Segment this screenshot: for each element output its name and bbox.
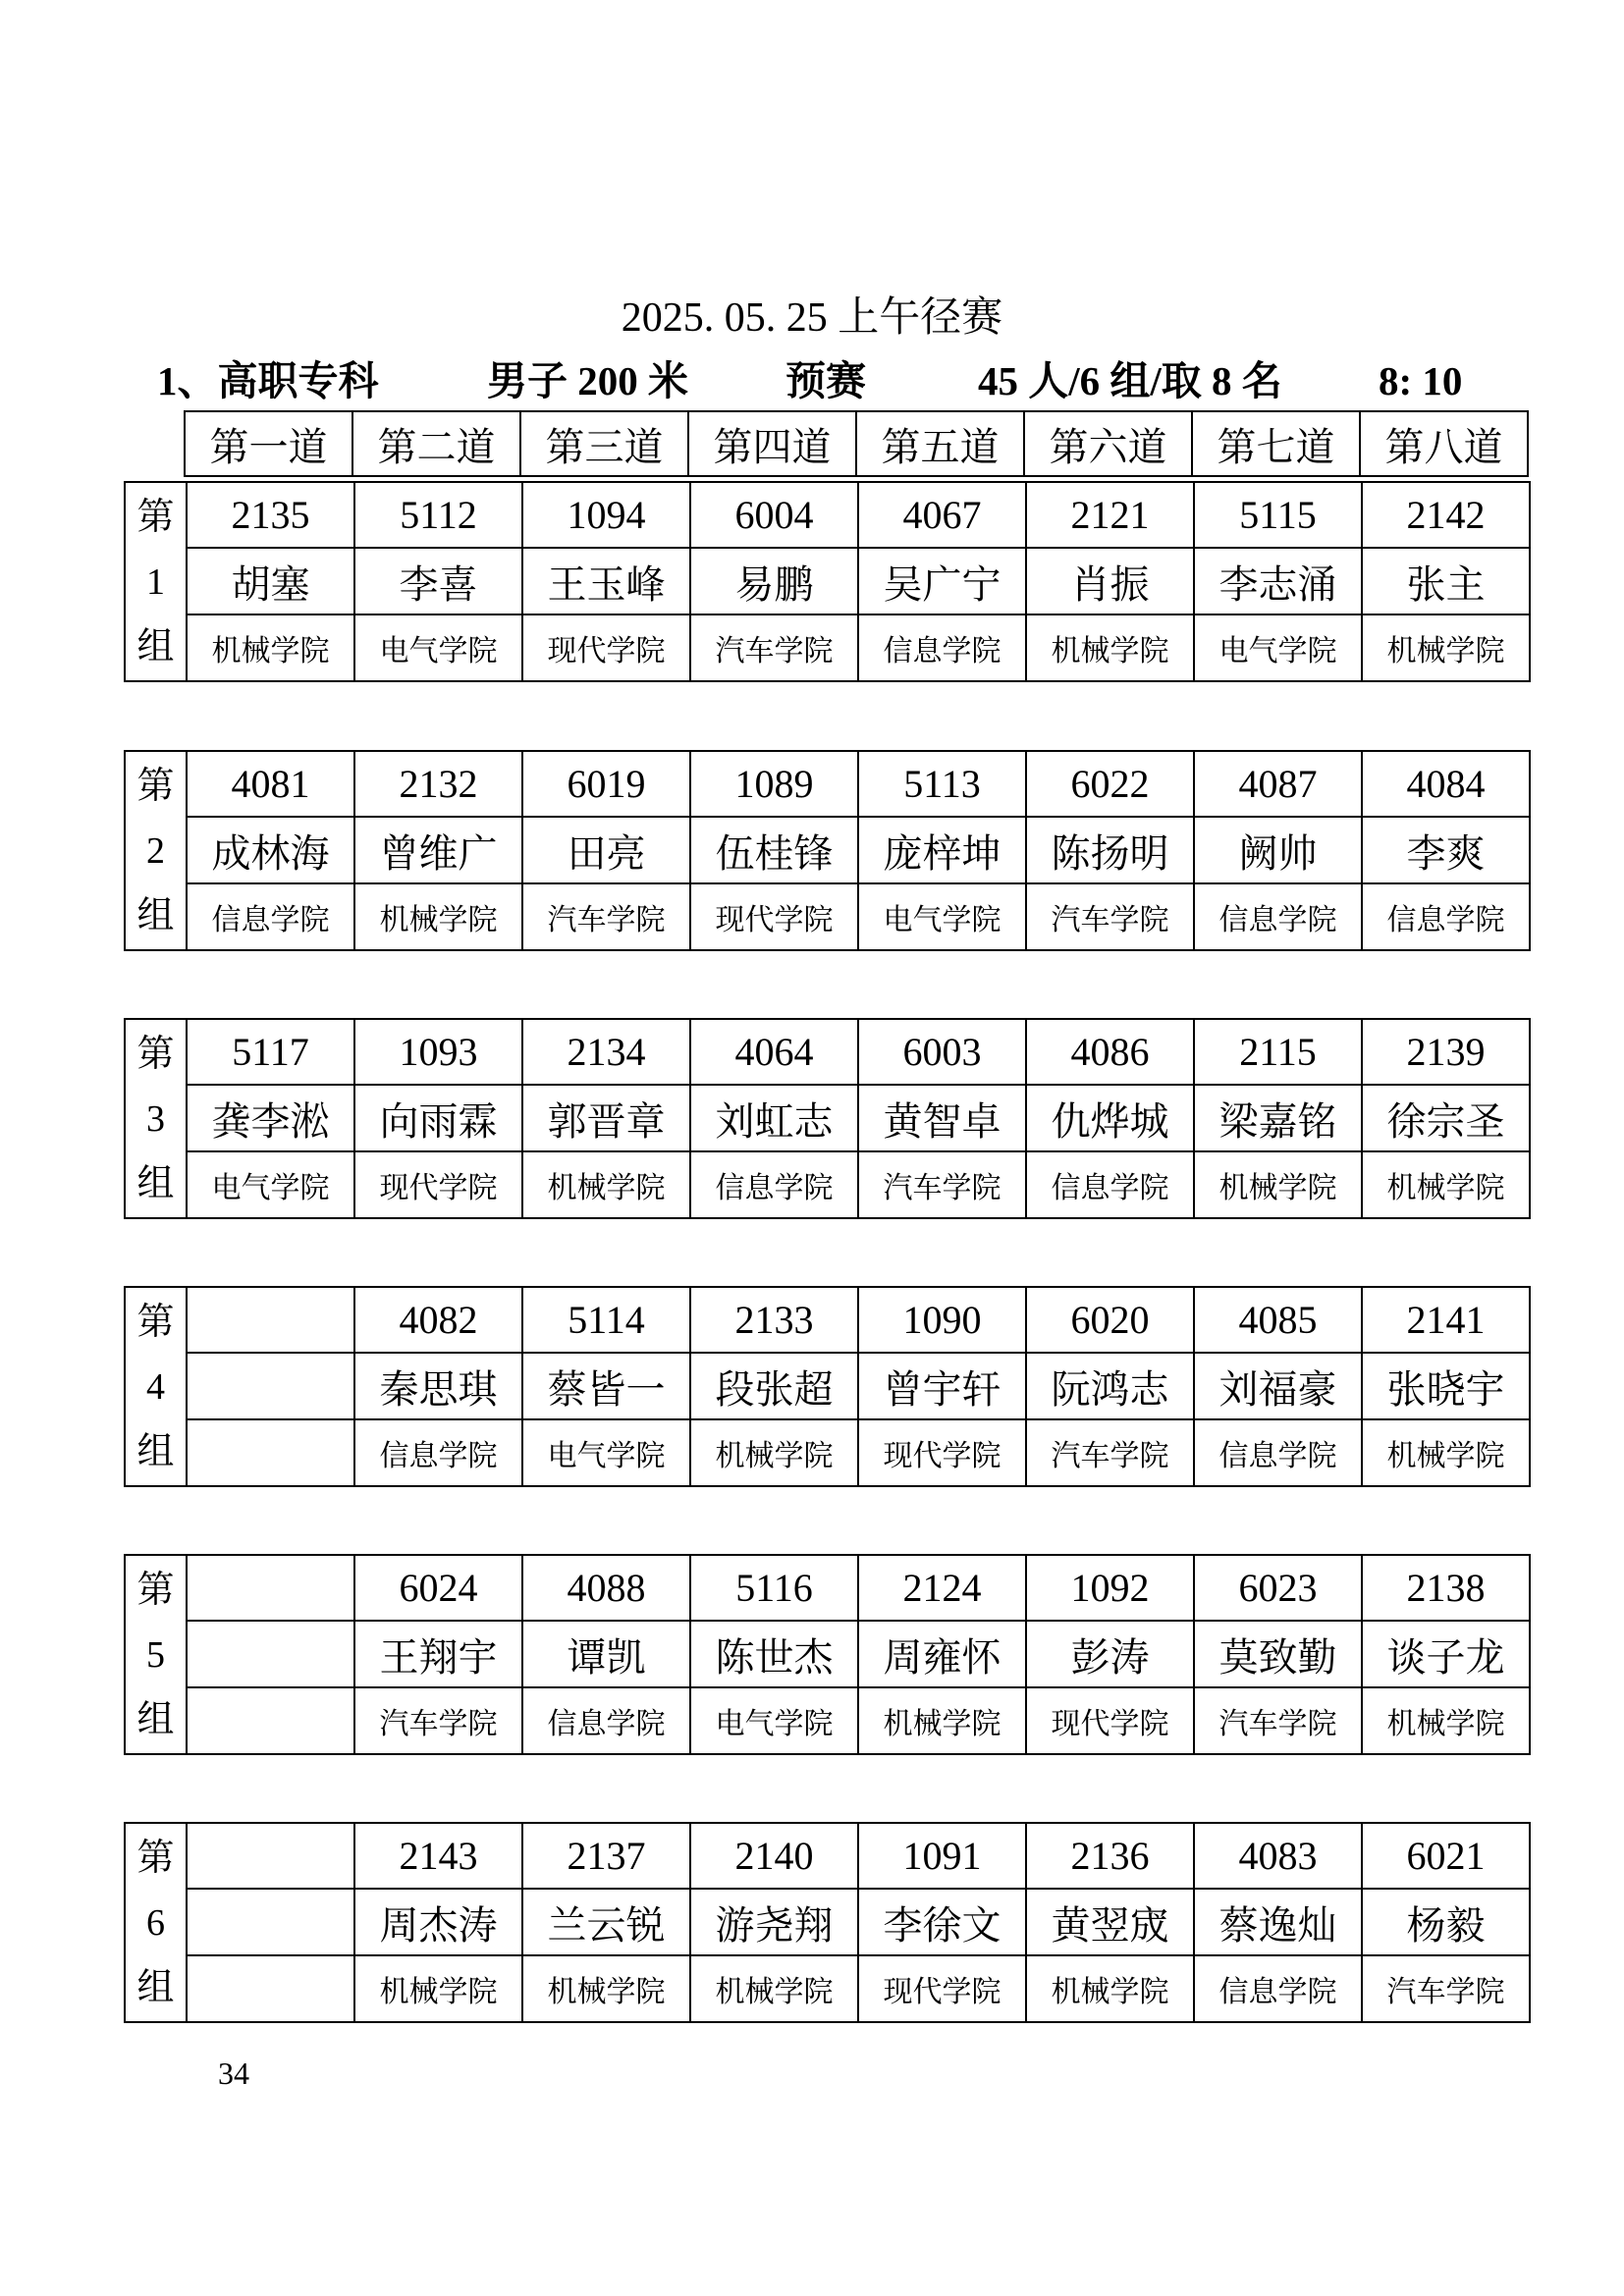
bib-number: 4088 [522,1555,690,1621]
page-title: 2025. 05. 25 上午径赛 [621,295,1003,341]
group-label: 第 6 组 [125,1823,187,2022]
college: 机械学院 [1362,1419,1530,1486]
athlete-name: 成林海 [187,817,354,883]
lane-header: 第一道 [185,411,352,476]
page-number: 34 [218,2056,249,2091]
athlete-name: 李志涌 [1194,548,1362,614]
college: 信息学院 [522,1687,690,1754]
event-time: 8: 10 [1379,358,1463,403]
bib-number: 6003 [858,1019,1026,1085]
college: 汽车学院 [690,614,858,681]
group-label: 第 2 组 [125,751,187,950]
athlete-name: 谭凯 [522,1621,690,1687]
bib-number [187,1823,354,1889]
athlete-name: 刘福豪 [1194,1353,1362,1419]
athlete-name [187,1889,354,1955]
bib-number: 5114 [522,1287,690,1353]
athlete-name: 曾宇轩 [858,1353,1026,1419]
event-name: 男子 200 米 [487,358,688,403]
group-table-2 [124,750,1531,951]
group-table-6 [124,1822,1531,2023]
college: 机械学院 [354,883,522,950]
athlete-name: 蔡逸灿 [1194,1889,1362,1955]
group-table-4 [124,1286,1531,1487]
athlete-name: 仇烨城 [1026,1085,1194,1151]
athlete-name: 梁嘉铭 [1194,1085,1362,1151]
college: 信息学院 [1026,1151,1194,1218]
college: 信息学院 [1362,883,1530,950]
athlete-name: 王玉峰 [522,548,690,614]
college [187,1419,354,1486]
college: 信息学院 [1194,883,1362,950]
athlete-name: 周雍怀 [858,1621,1026,1687]
event-header [157,351,1492,410]
college: 汽车学院 [858,1151,1026,1218]
college: 机械学院 [1362,1151,1530,1218]
athlete-name: 陈扬明 [1026,817,1194,883]
bib-number: 6020 [1026,1287,1194,1353]
college: 机械学院 [1026,614,1194,681]
athlete-name: 彭涛 [1026,1621,1194,1687]
athlete-name [187,1353,354,1419]
lane-header: 第三道 [520,411,688,476]
bib-number: 2133 [690,1287,858,1353]
athlete-name: 段张超 [690,1353,858,1419]
athlete-name: 曾维广 [354,817,522,883]
bib-number: 2142 [1362,482,1530,548]
college: 机械学院 [1026,1955,1194,2022]
college: 信息学院 [1194,1955,1362,2022]
college: 机械学院 [690,1955,858,2022]
college: 机械学院 [354,1955,522,2022]
athlete-name: 向雨霖 [354,1085,522,1151]
college: 机械学院 [690,1419,858,1486]
bib-number: 1089 [690,751,858,817]
athlete-name: 王翔宇 [354,1621,522,1687]
bib-number: 1093 [354,1019,522,1085]
athlete-name: 阙帅 [1194,817,1362,883]
athlete-name: 张主 [1362,548,1530,614]
college: 机械学院 [1362,614,1530,681]
lane-header: 第四道 [688,411,856,476]
bib-number: 2137 [522,1823,690,1889]
bib-number: 2115 [1194,1019,1362,1085]
athlete-name: 李喜 [354,548,522,614]
bib-number: 2140 [690,1823,858,1889]
college: 汽车学院 [1362,1955,1530,2022]
athlete-name: 易鹏 [690,548,858,614]
college: 信息学院 [1194,1419,1362,1486]
athlete-name: 蔡皆一 [522,1353,690,1419]
college: 汽车学院 [1026,883,1194,950]
bib-number: 2121 [1026,482,1194,548]
athlete-name: 庞梓坤 [858,817,1026,883]
college: 电气学院 [187,1151,354,1218]
bib-number: 2141 [1362,1287,1530,1353]
college: 汽车学院 [522,883,690,950]
athlete-name: 龚李淞 [187,1085,354,1151]
bib-number: 5117 [187,1019,354,1085]
bib-number: 1091 [858,1823,1026,1889]
athlete-name: 黄智卓 [858,1085,1026,1151]
event-rule: 45 人/6 组/取 8 名 [978,358,1282,403]
bib-number: 4067 [858,482,1026,548]
college: 信息学院 [858,614,1026,681]
college: 现代学院 [354,1151,522,1218]
athlete-name: 张晓宇 [1362,1353,1530,1419]
bib-number: 4086 [1026,1019,1194,1085]
bib-number: 4087 [1194,751,1362,817]
college: 汽车学院 [1194,1687,1362,1754]
group-label: 第 5 组 [125,1555,187,1754]
bib-number: 2136 [1026,1823,1194,1889]
college: 机械学院 [187,614,354,681]
athlete-name: 莫致勤 [1194,1621,1362,1687]
college: 现代学院 [1026,1687,1194,1754]
bib-number: 5115 [1194,482,1362,548]
bib-number: 2138 [1362,1555,1530,1621]
college: 汽车学院 [1026,1419,1194,1486]
event-number: 1、高职专科 [157,358,379,403]
bib-number: 2124 [858,1555,1026,1621]
bib-number: 6022 [1026,751,1194,817]
bib-number: 6024 [354,1555,522,1621]
bib-number: 2135 [187,482,354,548]
bib-number [187,1287,354,1353]
athlete-name: 刘虹志 [690,1085,858,1151]
athlete-name: 阮鸿志 [1026,1353,1194,1419]
bib-number: 4083 [1194,1823,1362,1889]
bib-number: 4084 [1362,751,1530,817]
bib-number: 2143 [354,1823,522,1889]
college: 机械学院 [1362,1687,1530,1754]
event-round: 预赛 [785,358,866,403]
group-table-5 [124,1554,1531,1755]
college: 电气学院 [858,883,1026,950]
lane-header: 第二道 [352,411,520,476]
bib-number: 1092 [1026,1555,1194,1621]
college [187,1687,354,1754]
group-label: 第 3 组 [125,1019,187,1218]
athlete-name: 伍桂锋 [690,817,858,883]
college: 电气学院 [690,1687,858,1754]
athlete-name: 秦思琪 [354,1353,522,1419]
athlete-name: 谈子龙 [1362,1621,1530,1687]
group-table-1 [124,481,1531,682]
lane-header: 第六道 [1024,411,1192,476]
bib-number: 6023 [1194,1555,1362,1621]
bib-number: 6004 [690,482,858,548]
college: 信息学院 [354,1419,522,1486]
athlete-name: 周杰涛 [354,1889,522,1955]
bib-number: 2132 [354,751,522,817]
athlete-name: 胡塞 [187,548,354,614]
bib-number: 2134 [522,1019,690,1085]
athlete-name: 李徐文 [858,1889,1026,1955]
bib-number: 4085 [1194,1287,1362,1353]
group-label: 第 4 组 [125,1287,187,1486]
athlete-name: 田亮 [522,817,690,883]
bib-number: 5112 [354,482,522,548]
college: 汽车学院 [354,1687,522,1754]
bib-number: 1094 [522,482,690,548]
lane-header: 第七道 [1192,411,1360,476]
athlete-name: 徐宗圣 [1362,1085,1530,1151]
bib-number: 5113 [858,751,1026,817]
lane-header-row [185,411,1528,476]
athlete-name: 兰云锐 [522,1889,690,1955]
bib-number: 5116 [690,1555,858,1621]
bib-number [187,1555,354,1621]
college: 现代学院 [690,883,858,950]
college: 电气学院 [1194,614,1362,681]
athlete-name: 肖振 [1026,548,1194,614]
group-label: 第 1 组 [125,482,187,681]
bib-number: 4064 [690,1019,858,1085]
college: 信息学院 [187,883,354,950]
college: 现代学院 [522,614,690,681]
lane-header: 第五道 [856,411,1024,476]
bib-number: 6021 [1362,1823,1530,1889]
college: 机械学院 [858,1687,1026,1754]
bib-number: 1090 [858,1287,1026,1353]
bib-number: 2139 [1362,1019,1530,1085]
athlete-name: 陈世杰 [690,1621,858,1687]
athlete-name [187,1621,354,1687]
athlete-name: 郭晋章 [522,1085,690,1151]
athlete-name: 游尧翔 [690,1889,858,1955]
bib-number: 6019 [522,751,690,817]
group-table-3 [124,1018,1531,1219]
college: 电气学院 [354,614,522,681]
college: 现代学院 [858,1419,1026,1486]
college: 信息学院 [690,1151,858,1218]
athlete-name: 杨毅 [1362,1889,1530,1955]
college: 电气学院 [522,1419,690,1486]
college: 现代学院 [858,1955,1026,2022]
lane-header-table [184,410,1529,477]
college [187,1955,354,2022]
college: 机械学院 [1194,1151,1362,1218]
bib-number: 4082 [354,1287,522,1353]
athlete-name: 吴广宁 [858,548,1026,614]
athlete-name: 黄翌宬 [1026,1889,1194,1955]
college: 机械学院 [522,1955,690,2022]
athlete-name: 李爽 [1362,817,1530,883]
college: 机械学院 [522,1151,690,1218]
bib-number: 4081 [187,751,354,817]
lane-header: 第八道 [1360,411,1528,476]
